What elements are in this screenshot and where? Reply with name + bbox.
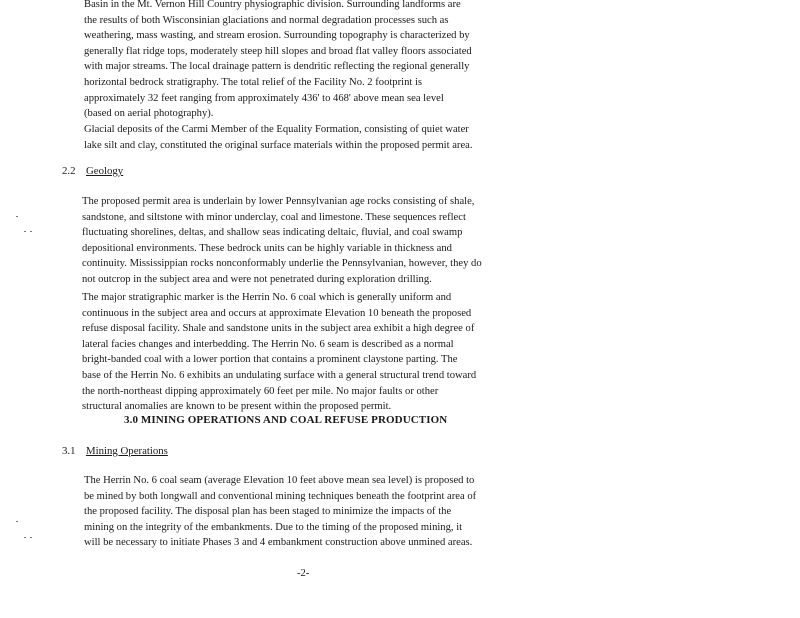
text-line: with major streams. The local drainage pattern is dendritic reflecting the regional generally bbox=[84, 61, 470, 73]
scan-speck bbox=[30, 537, 32, 538]
text-line: depositional environments. These bedrock units can be highly variable in thickness and bbox=[82, 242, 452, 254]
section-heading-geology bbox=[62, 165, 123, 177]
text-line: approximately 32 feet ranging from approximately 436' to 468' above mean sea level bbox=[84, 92, 444, 104]
text-line: structural anomalies are known to be present within the proposed permit. bbox=[82, 401, 392, 413]
section-number: 3.1 bbox=[62, 445, 76, 457]
section-number: 2.2 bbox=[62, 165, 76, 177]
paragraph-glacial-deposits bbox=[84, 122, 473, 153]
text-line: will be necessary to initiate Phases 3 and 4 embankment construction above unmined areas. bbox=[84, 537, 473, 549]
scan-speck bbox=[16, 216, 18, 217]
scan-speck bbox=[30, 231, 32, 232]
text-line: not outcrop in the subject area and were not penetrated during exploration drilling. bbox=[82, 273, 432, 285]
scan-speck bbox=[24, 231, 26, 232]
paragraph-site-description bbox=[84, 0, 472, 122]
text-line: be mined by both longwall and conventional mining techniques beneath the footprint area of bbox=[84, 490, 477, 502]
text-line: base of the Herrin No. 6 exhibits an undulating surface with a general structural trend toward bbox=[82, 369, 477, 381]
section-heading-mining-operations-and-coal-refuse: 3.0 MINING OPERATIONS AND COAL REFUSE PRODUCTION bbox=[124, 414, 448, 426]
page-number: -2- bbox=[297, 568, 310, 579]
text-line: the results of both Wisconsinian glaciations and normal degradation processes such as bbox=[84, 14, 449, 26]
scan-speck bbox=[24, 537, 26, 538]
text-line: mining on the integrity of the embankments. Due to the timing of the proposed mining, it bbox=[84, 521, 463, 533]
section-title: Mining Operations bbox=[86, 445, 168, 457]
section-heading-mining-operations bbox=[62, 445, 168, 457]
text-line: lateral facies changes and interbedding. The Herrin No. 6 seam is described as a normal bbox=[82, 338, 454, 350]
text-line: (based on aerial photography). bbox=[84, 108, 214, 120]
text-line: weathering, mass wasting, and stream erosion. Surrounding topography is characterized by bbox=[84, 30, 470, 42]
text-line: continuity. Mississippian rocks nonconformably underlie the Pennsylvanian, however, they do bbox=[82, 258, 482, 270]
text-line: Glacial deposits of the Carmi Member of the Equality Formation, consisting of quiet water bbox=[84, 124, 469, 135]
text-line: lake silt and clay, constituted the original surface materials within the proposed permit area. bbox=[84, 139, 473, 151]
text-line: continuous in the subject area and occurs at approximate Elevation 10 beneath the proposed bbox=[82, 307, 472, 319]
text-line: horizontal bedrock stratigraphy. The total relief of the Facility No. 2 footprint is bbox=[84, 76, 423, 88]
section-title: Geology bbox=[86, 165, 124, 177]
text-line: Basin in the Mt. Vernon Hill Country physiographic division. Surrounding landforms are bbox=[84, 0, 461, 10]
text-line: the proposed facility. The disposal plan has been staged to minimize the impacts of the bbox=[84, 506, 452, 518]
text-line: The major stratigraphic marker is the Herrin No. 6 coal which is generally uniform and bbox=[82, 292, 452, 303]
text-line: sandstone, and siltstone with minor underclay, coal and limestone. These sequences reflect bbox=[82, 211, 466, 223]
scan-speck bbox=[16, 521, 18, 522]
text-line: the north-northeast dipping approximately 60 feet per mile. No major faults or other bbox=[82, 385, 439, 397]
paragraph-geology bbox=[82, 194, 482, 288]
text-line: fluctuating shorelines, deltas, and shallow seas indicating deltaic, fluvial, and coal swamp bbox=[82, 227, 463, 239]
text-line: bright-banded coal with a lower portion that contains a prominent claystone parting. The bbox=[82, 354, 458, 366]
text-line: The proposed permit area is underlain by lower Pennsylvanian age rocks consisting of shale, bbox=[82, 196, 475, 207]
text-line: The Herrin No. 6 coal seam (average Elevation 10 feet above mean sea level) is proposed to bbox=[84, 475, 475, 486]
paragraph-stratigraphic-marker bbox=[82, 290, 476, 415]
text-line: refuse disposal facility. Shale and sandstone units in the subject area exhibit a high degree of bbox=[82, 323, 475, 335]
paragraph-mining-operations bbox=[84, 473, 476, 551]
text-line: generally flat ridge tops, moderately steep hill slopes and broad flat valley floors associated bbox=[84, 45, 472, 57]
